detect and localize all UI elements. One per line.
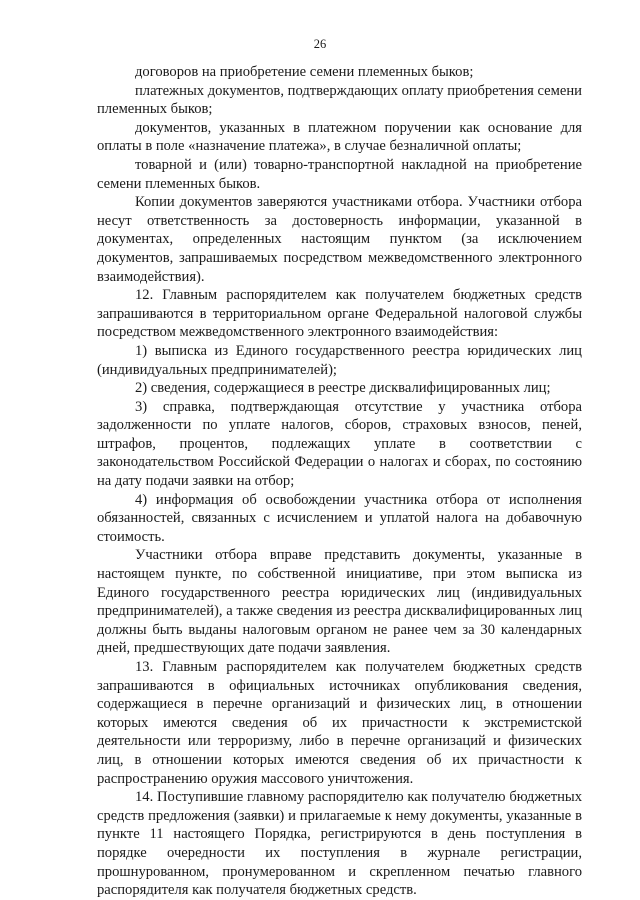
paragraph-item-12-1: 1) выписка из Единого государственного реестра юридических лиц (индивидуальных предпринимателей);: [97, 342, 582, 378]
paragraph-copies-certification: Копии документов заверяются участниками отбора. Участники отбора несут ответственность за достоверность информации, указанной в документах, определенных настоящим пунктом (за исключением документов, запрашиваемых посредством межведомственного электронного взаимодействия).: [97, 194, 582, 285]
paragraph-waybill: товарной и (или) товарно-транспортной накладной на приобретение семени племенных быков.: [97, 156, 582, 192]
paragraph-item-13: 13. Главным распорядителем как получателем бюджетных средств запрашиваются в официальных источниках опубликования сведения, содержащиеся в перечне организаций и физических лиц, в отношении которых имеются сведения об их причастности к экстремистской деятельности или терроризму, либо в перечне организаций и физических лиц, в отношении которых имеются сведения об их причастности к распространению оружия массового уничтожения.: [97, 659, 582, 787]
paragraph-contracts: договоров на приобретение семени племенных быков;: [135, 64, 474, 80]
paragraph-item-12-2: 2) сведения, содержащиеся в реестре дисквалифицированных лиц;: [135, 380, 551, 397]
paragraph-item-12-4: 4) информация об освобождении участника отбора от исполнения обязанностей, связанных с исчислением и уплатой налога на добавочную стоимость.: [97, 491, 582, 545]
document-body: [97, 63, 582, 900]
paragraph-item-12-3: 3) справка, подтверждающая отсутствие у участника отбора задолженности по уплате налогов, сборов, страховых взносов, пеней, штрафов, процентов, подлежащих уплате в соответствии с законодательством Российской Федерации о налогах и сборах, по состоянию на дату подачи заявки на отбор;: [97, 398, 582, 490]
paragraph-payment-documents: платежных документов, подтверждающих оплату приобретения семени племенных быков;: [97, 82, 582, 118]
page-number: 26: [313, 37, 327, 51]
paragraph-item-12: 12. Главным распорядителем как получателем бюджетных средств запрашиваются в территориальном органе Федеральной налоговой службы посредством межведомственного электронного взаимодействия:: [97, 287, 582, 341]
paragraph-own-initiative: Участники отбора вправе представить документы, указанные в настоящем пункте, по собственной инициативе, при этом выписка из Единого государственного реестра юридических лиц (индивидуальных предпринимателей), а также сведения из реестра дисквалифицированных лиц должны быть выданы налоговым органом не ранее чем за 30 календарных дней, предшествующих дате подачи заявления.: [97, 547, 582, 657]
paragraph-item-14: 14. Поступившие главному распорядителю как получателю бюджетных средств предложения (заявки) и прилагаемые к нему документы, указанные в пункте 11 настоящего Порядка, регистрируются в день поступления в порядке очередности их поступления в журнале регистрации, прошнурованном, пронумерованном и скрепленном печатью главного распорядителя как получателя бюджетных средств.: [97, 789, 582, 899]
paragraph-payment-order-documents: документов, указанных в платежном поручении как основание для оплаты в поле «назначение платежа», в случае безналичной оплаты;: [97, 119, 582, 155]
